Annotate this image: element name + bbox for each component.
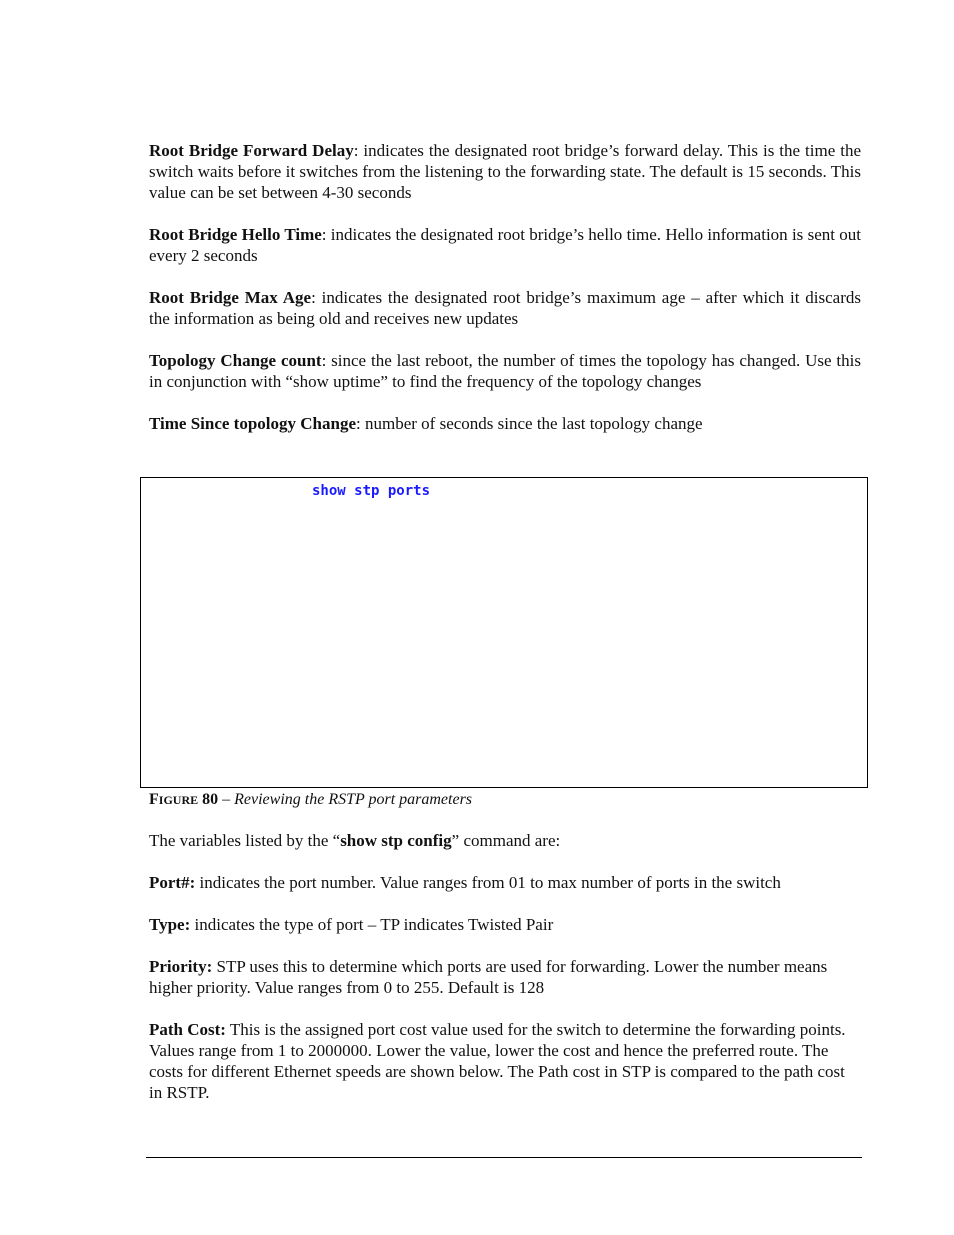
definition-text: This is the assigned port cost value used for the switch to determine the forwarding points. Values range from 1 to 2000000. Lower the value, lower the cost and hence the preferred route. The costs for different Ethernet speeds are shown below. The Path cost in STP is compared to the path cost in RSTP.: [149, 1020, 846, 1102]
intro-command: show stp config: [340, 831, 452, 850]
figure-label: FIGURE 80: [149, 791, 219, 808]
definition-root-bridge-forward-delay: [149, 140, 861, 203]
definition-text: : since the last reboot, the number of times the topology has changed. Use this in conjunction with “show uptime” to find the frequency of the topology changes: [149, 351, 861, 391]
definition-port-number: [149, 872, 861, 893]
intro-paragraph: The variables listed by the “show stp config” command are:: [149, 831, 561, 850]
figure-dash: –: [222, 791, 231, 808]
definition-term: Port#:: [149, 873, 196, 892]
figure-title: Reviewing the RSTP port parameters: [234, 791, 473, 808]
definition-type: [149, 914, 861, 935]
definition-term: Root Bridge Max Age: [149, 288, 312, 307]
definition-term: Topology Change count: [149, 351, 322, 370]
definition-text: : number of seconds since the last topology change: [356, 414, 703, 433]
definition-time-since-topology-change: [149, 413, 861, 434]
definition-term: Time Since topology Change: [149, 414, 357, 433]
definition-text: indicates the type of port – TP indicates Twisted Pair: [190, 915, 554, 934]
footer-divider: [146, 1157, 862, 1158]
definition-priority: [149, 956, 839, 998]
definition-path-cost: [149, 1019, 854, 1103]
definition-topology-change-count: [149, 350, 861, 392]
definition-term: Priority:: [149, 957, 213, 976]
figure-caption: [149, 790, 472, 810]
definition-term: Type:: [149, 915, 191, 934]
definition-root-bridge-max-age: [149, 287, 861, 329]
definition-term: Path Cost:: [149, 1020, 226, 1039]
definition-text: : indicates the designated root bridge’s maximum age – after which it discards the information as being old and receives new updates: [149, 288, 861, 328]
definition-text: : indicates the designated root bridge’s hello time. Hello information is sent out every 2 seconds: [149, 225, 861, 265]
definition-root-bridge-hello-time: [149, 224, 861, 266]
definition-text: : indicates the designated root bridge’s forward delay. This is the time the switch waits before it switches from the listening to the forwarding state. The default is 15 seconds. This value can be set between 4-30 seconds: [149, 141, 861, 202]
definition-text: indicates the port number. Value ranges from 01 to max number of ports in the switch: [195, 873, 781, 892]
definition-term: Root Bridge Forward Delay: [149, 141, 354, 160]
figure-command-text: show stp ports: [312, 483, 431, 499]
figure-screenshot-box: [140, 477, 868, 788]
definition-text: STP uses this to determine which ports are used for forwarding. Lower the number means higher priority. Value ranges from 0 to 255. Default is 128: [149, 957, 828, 997]
definition-term: Root Bridge Hello Time: [149, 225, 322, 244]
